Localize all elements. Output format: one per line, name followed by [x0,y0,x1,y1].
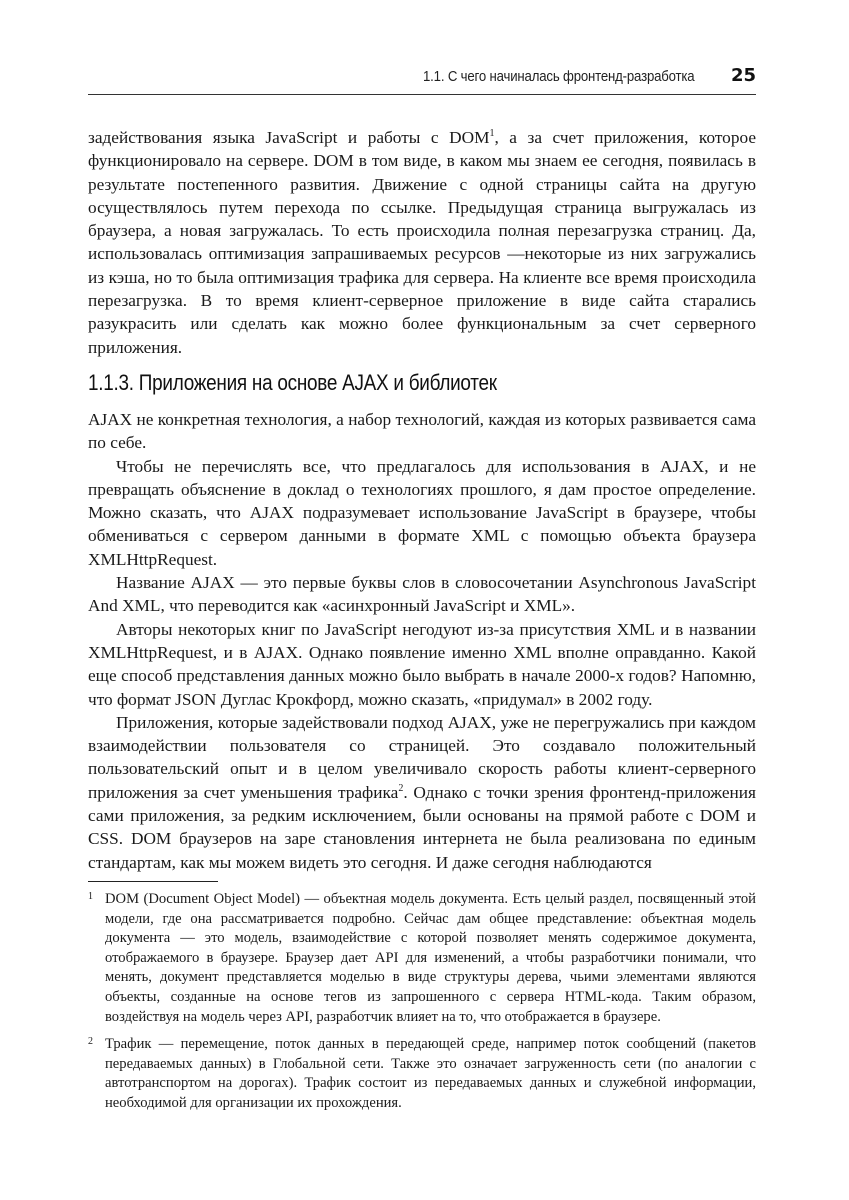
section-paragraph-5-part-1: Приложения, которые задействовали подход AJAX, уже не перегружались при каждом взаимодействии пользователя со страницей. Это создавало положительный пользовательский опыт и в целом увеличивало скорость работы клиент-серверного приложения за счет уменьшения трафика [88,712,756,802]
footnote-divider [88,881,218,882]
section-paragraph-4: Авторы некоторых книг по JavaScript негодуют из-за присутствия XML и в названии XMLHttpRequest, и в AJAX. Однако появление именно XML вполне оправданно. Какой еще способ представления данных можно было выбрать в начале 2000-х годов? Напомню, что формат JSON Дуглас Крокфорд, можно сказать, «придумал» в 2002 году. [88,619,756,709]
page-number: 25 [730,65,756,86]
section-paragraph-3: Название AJAX — это первые буквы слов в словосочетании Asynchronous JavaScript And XML, что переводится как «асинхронный JavaScript и XML». [88,573,756,616]
footnote-2 [88,1035,756,1113]
section-paragraph-2: Чтобы не перечислять все, что предлагалось для использования в AJAX, и не превращать объяснение в доклад о технологиях прошлого, я дам простое определение. Можно сказать, что AJAX подразумевает использование JavaScript в браузере, чтобы обмениваться с сервером данными в формате XML с помощью объекта браузера XMLHttpRequest. [88,456,756,569]
section-paragraph-5-part-2: . Однако с точки зрения фронтенд-приложения сами приложения, за редким исключением, были основаны на прямой работе с DOM и CSS. DOM браузеров на заре становления интернета не была реализована по единым стандартам, как мы можем видеть это сегодня. И даже сегодня наблюдаются [88,782,756,872]
intro-text-part-2: , а за счет приложения, которое функционировало на сервере. DOM в том виде, в каком мы знаем ее сегодня, появилась в результате постепенного развития. Движение с одной страницы сайта на другую осуществлялось путем перехода по ссылке. Предыдущая страница выгружалась из браузера, а новая загружалась. То есть происходила полная перезагрузка страниц. Да, использовалась оптимизация запрашиваемых ресурсов —некоторые из них загружались из кэша, но то была оптимизация трафика для сервера. На клиенте все время происходила перезагрузка. В то время клиент-серверное приложение в виде сайта старались разукрасить или сделать как можно более функциональным за счет серверного приложения. [88,128,756,357]
footnotes [88,890,756,1122]
footnote-1 [88,890,756,1027]
section-paragraph-1: AJAX не конкретная технология, а набор технологий, каждая из которых развивается сама по себе. [88,410,756,453]
footnote-1-text: DOM (Document Object Model) — объектная модель документа. Есть целый раздел, посвященный этой модели, где она рассматривается подробно. Сейчас дам общее представление: объектная модель документа — это модель, взаимодействие с которой позволяет менять содержимое документа, отображаемого в браузере. Браузер дает API для изменений, а чтобы разработчики понимали, что менять, документ представляется моделью в виде структуры дерева, чьими элементами являются объекты, созданные на основе тегов из запрошенного с сервера HTML-кода. Таким образом, воздействуя на модель через API, разработчик влияет на то, что отображается в браузере. [105,891,756,1025]
footnote-2-mark: 2 [88,1036,93,1048]
running-header-title: 1.1. С чего начиналась фронтенд-разработка [422,68,694,85]
intro-text-part-1: задействования языка JavaScript и работы с DOM [88,128,490,147]
section-paragraph-5 [88,711,756,874]
intro-paragraph [88,126,756,359]
section-heading: 1.1.3. Приложения на основе AJAX и библиотек [88,370,497,395]
running-header [88,64,756,95]
footnote-2-text: Трафик — перемещение, поток данных в передающей среде, например поток сообщений (пакетов передаваемых данных) в Глобальной сети. Также это означает загруженность сети (по аналогии с автотранспортом на дорогах). Трафик состоит из передаваемых данных и служебной информации, необходимой для организации их прохождения. [105,1036,756,1111]
intro-paragraph-block [88,126,756,359]
section-body [88,408,756,874]
footnote-ref-2: 2 [398,782,404,794]
footnote-1-mark: 1 [88,891,93,902]
footnote-ref-1: 1 [489,128,495,140]
